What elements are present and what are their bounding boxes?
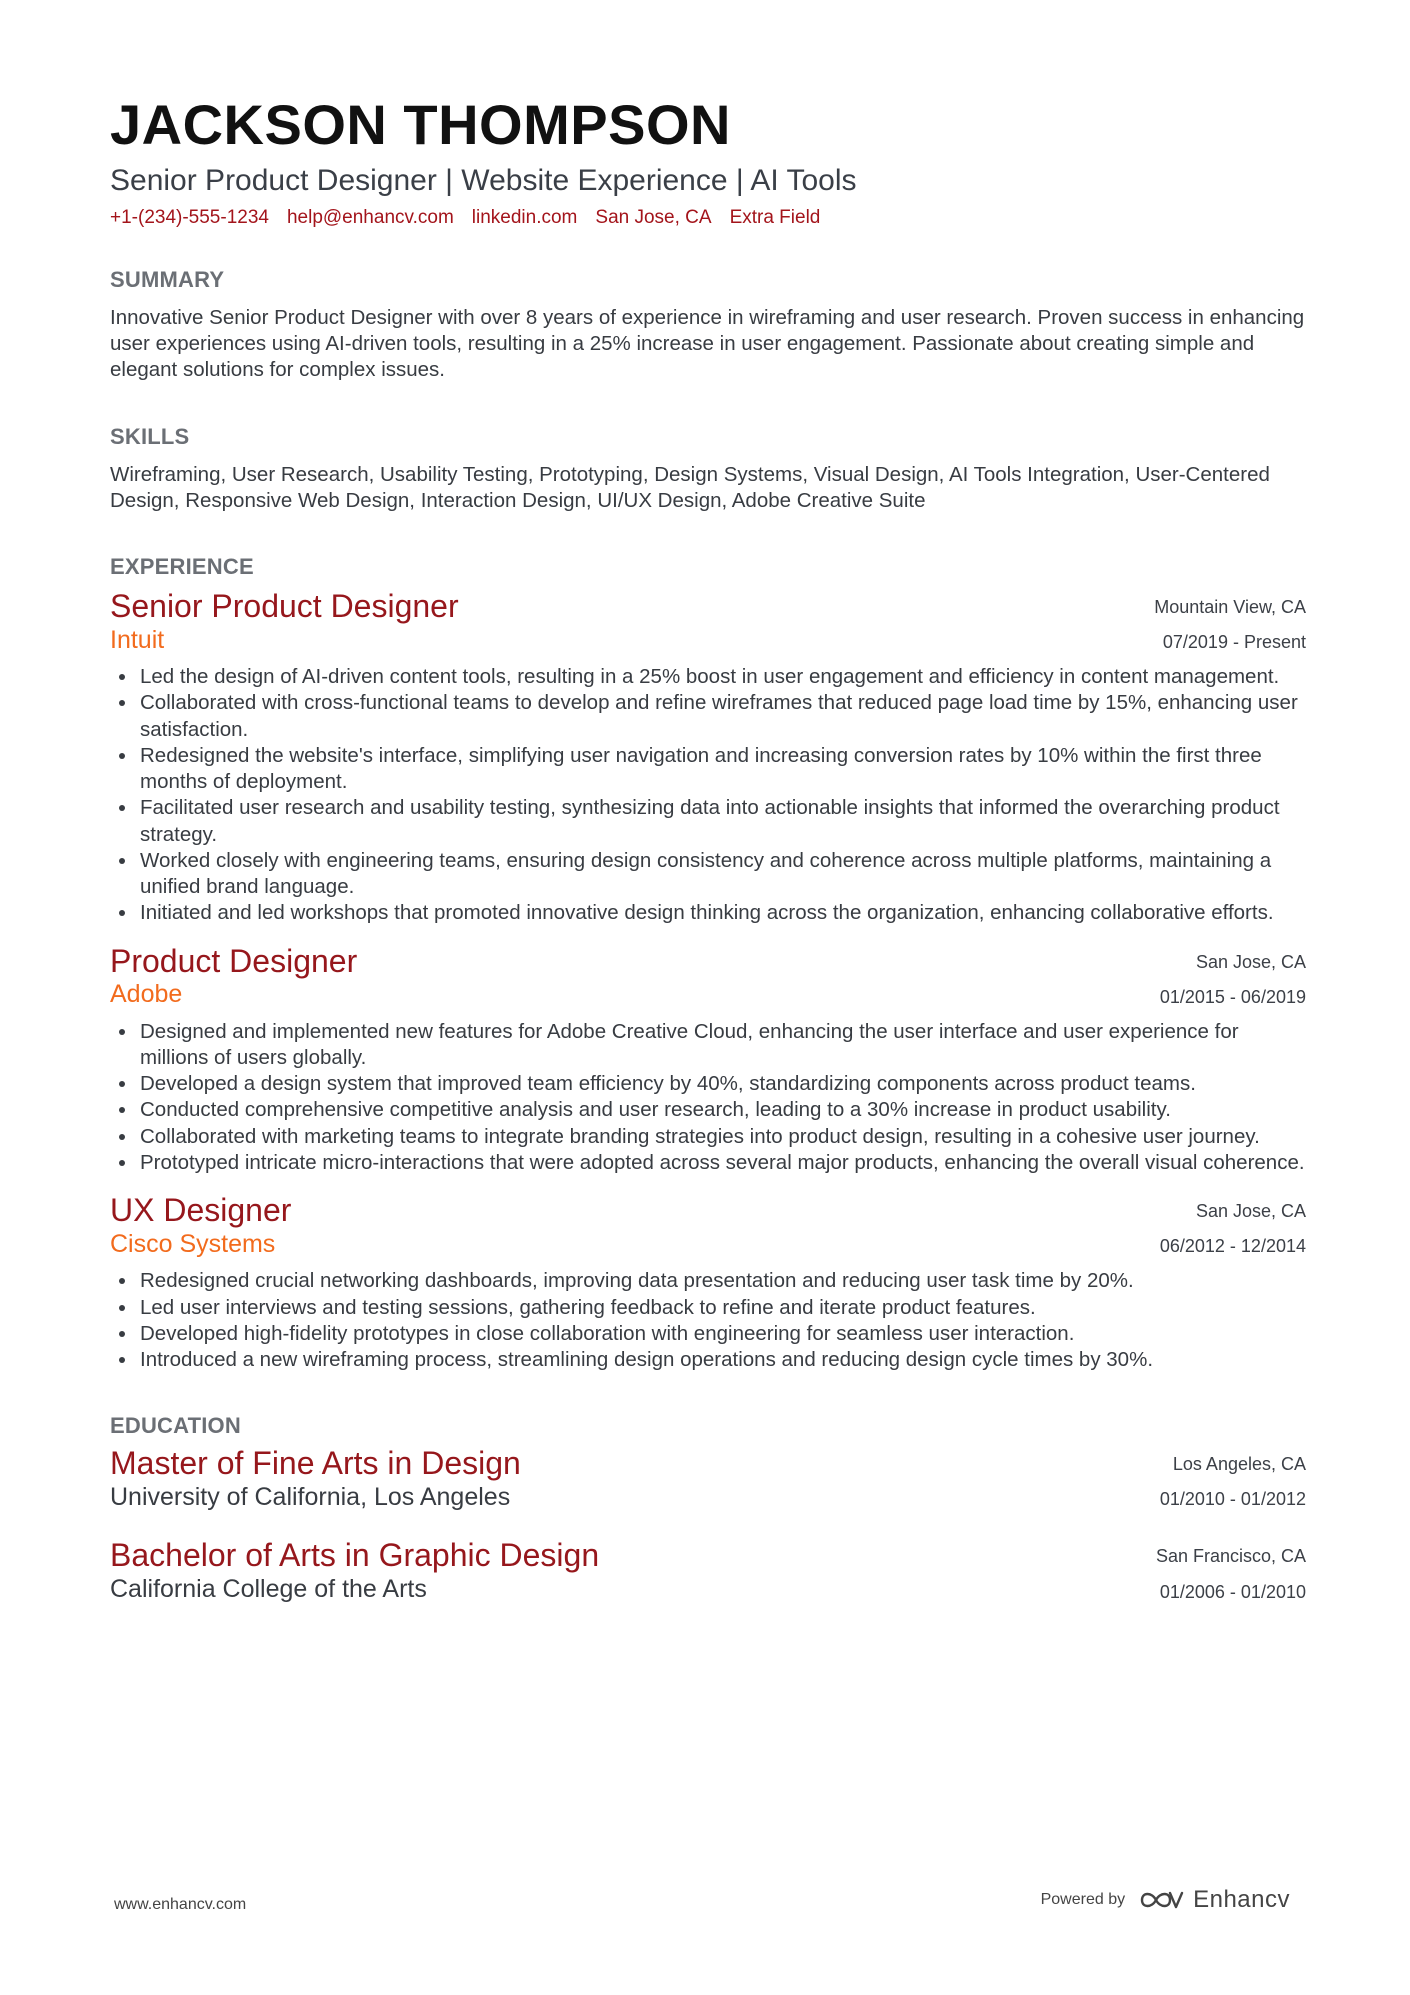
education-location: San Francisco, CA (1155, 1546, 1306, 1567)
list-item: • Collaborated with marketing teams to integrate branding strategies into product design, resulting in a cohesive user journey. (138, 1124, 1306, 1150)
job-company: Cisco Systems (110, 1229, 276, 1258)
list-item: • Led the design of AI-driven content tools, resulting in a 25% boost in user engagement and efficiency in content management. (138, 664, 1306, 690)
list-item: • Prototyped intricate micro-interactions that were adopted across several major products, enhancing the overall visual coherence. (138, 1150, 1306, 1176)
headline: Senior Product Designer | Website Experience | AI Tools (110, 163, 857, 197)
summary-heading: SUMMARY (110, 266, 225, 292)
job-entry (110, 1192, 1306, 1373)
summary-text: Innovative Senior Product Designer with over 8 years of experience in wireframing and user research. Proven success in enhancing user experiences using AI-driven tools, resulting in a 25% increase in user engagement. Passionate about creating simple and elegant solutions for complex issues. (110, 305, 1305, 382)
job-title: UX Designer (110, 1192, 292, 1229)
candidate-name: JACKSON THOMPSON (110, 93, 731, 156)
enhancv-brand[interactable] (1139, 1886, 1290, 1914)
footer-branding (1041, 1886, 1290, 1914)
resume-page (110, 93, 1306, 1610)
list-item: • Introduced a new wireframing process, streamlining design operations and reducing design cycle times by 30%. (138, 1347, 1306, 1373)
powered-by-label: Powered by (1040, 1891, 1126, 1908)
job-location: San Jose, CA (1195, 1201, 1306, 1222)
job-location: Mountain View, CA (1154, 596, 1306, 617)
list-item: • Facilitated user research and usability testing, synthesizing data into actionable insights that informed the overarching product strategy. (138, 795, 1306, 847)
education-location: Los Angeles, CA (1172, 1454, 1306, 1475)
contact-extra: Extra Field (729, 206, 821, 228)
degree-title: Bachelor of Arts in Graphic Design (110, 1537, 600, 1574)
job-entry (110, 588, 1306, 927)
job-company: Intuit (110, 625, 165, 654)
job-title: Senior Product Designer (110, 587, 459, 624)
footer-website[interactable]: www.enhancv.com (114, 1896, 247, 1913)
job-dates: 07/2019 - Present (1162, 632, 1306, 653)
job-bullets (110, 664, 1306, 926)
job-bullets (110, 1268, 1306, 1373)
brand-name: Enhancv (1193, 1886, 1290, 1913)
experience-heading: EXPERIENCE (110, 553, 254, 579)
list-item: • Redesigned crucial networking dashboards, improving data presentation and reducing user task time by 20%. (138, 1268, 1306, 1294)
skills-text: Wireframing, User Research, Usability Testing, Prototyping, Design Systems, Visual Design, AI Tools Integration, User-Centered Design, Responsive Web Design, Interaction Design, UI/UX Design, Adobe Creative Suite (110, 462, 1270, 512)
job-title: Product Designer (110, 942, 358, 979)
school-name: California College of the Arts (110, 1575, 427, 1604)
list-item: • Developed high-fidelity prototypes in close collaboration with engineering for seamless user interaction. (138, 1321, 1306, 1347)
education-list (110, 1445, 1306, 1609)
education-dates: 01/2006 - 01/2010 (1159, 1581, 1306, 1602)
contact-email[interactable]: help@enhancv.com (286, 206, 454, 228)
skills-heading: SKILLS (110, 423, 190, 449)
contact-location: San Jose, CA (595, 206, 712, 228)
contact-phone[interactable]: +1-(234)-555-1234 (110, 206, 269, 228)
list-item: • Developed a design system that improved team efficiency by 40%, standardizing components across product teams. (138, 1071, 1306, 1097)
list-item: • Initiated and led workshops that promoted innovative design thinking across the organization, enhancing collaborative efforts. (138, 900, 1306, 926)
job-location: San Jose, CA (1195, 951, 1306, 972)
education-heading: EDUCATION (110, 1413, 241, 1439)
list-item: • Conducted comprehensive competitive analysis and user research, leading to a 30% increase in product usability. (138, 1097, 1306, 1123)
job-bullets (110, 1019, 1306, 1176)
education-entry (110, 1537, 1306, 1609)
contact-linkedin[interactable]: linkedin.com (471, 206, 578, 228)
experience-list (110, 588, 1306, 1373)
list-item: • Collaborated with cross-functional teams to develop and refine wireframes that reduced page load time by 15%, enhancing user satisfaction. (138, 690, 1306, 742)
degree-title: Master of Fine Arts in Design (110, 1445, 521, 1482)
job-dates: 01/2015 - 06/2019 (1159, 986, 1306, 1007)
education-dates: 01/2010 - 01/2012 (1159, 1489, 1306, 1510)
enhancv-logo-icon (1139, 1887, 1185, 1913)
list-item: • Redesigned the website's interface, simplifying user navigation and increasing conversion rates by 10% within the first three months of deployment. (138, 743, 1306, 795)
list-item: • Led user interviews and testing sessions, gathering feedback to refine and iterate product features. (138, 1295, 1306, 1321)
school-name: University of California, Los Angeles (110, 1483, 511, 1512)
contact-row (110, 207, 1306, 229)
job-dates: 06/2012 - 12/2014 (1159, 1236, 1306, 1257)
list-item: • Designed and implemented new features for Adobe Creative Cloud, enhancing the user interface and user experience for millions of users globally. (138, 1019, 1306, 1071)
education-entry (110, 1445, 1306, 1517)
list-item: • Worked closely with engineering teams, ensuring design consistency and coherence across multiple platforms, maintaining a unified brand language. (138, 848, 1306, 900)
job-entry (110, 943, 1306, 1177)
job-company: Adobe (110, 980, 183, 1009)
